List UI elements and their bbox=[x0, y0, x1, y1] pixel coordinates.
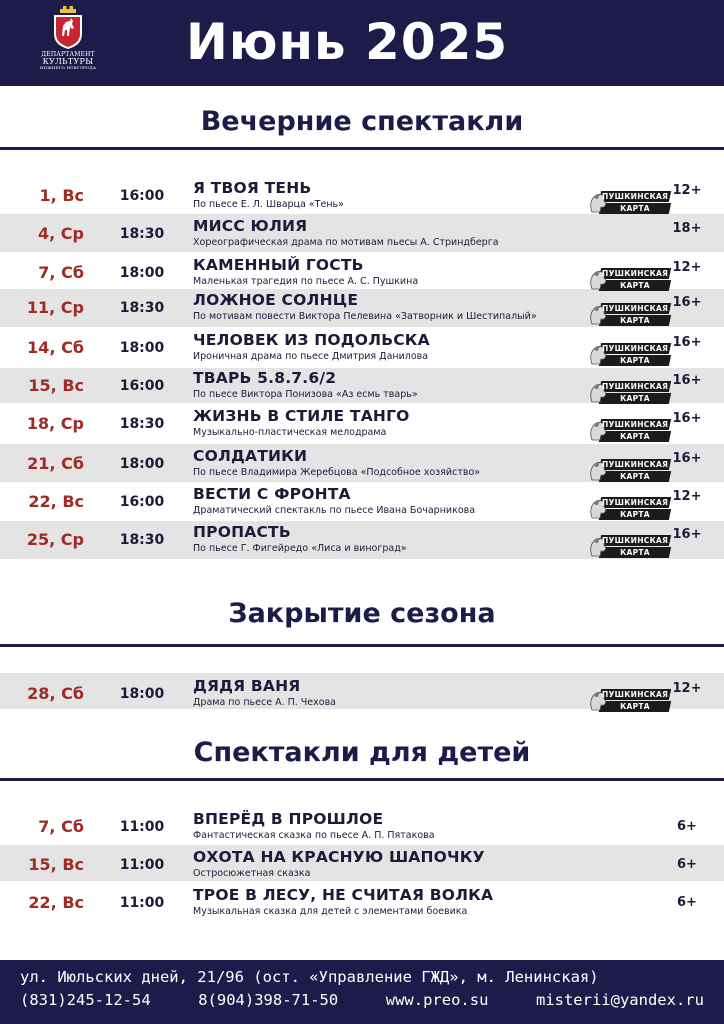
event-date: 1, Вс bbox=[39, 186, 84, 205]
age-rating: 12+ bbox=[672, 260, 702, 275]
age-rating: 16+ bbox=[672, 335, 702, 350]
event-title: ТВАРЬ 5.8.7.6/2 bbox=[193, 369, 337, 387]
pushkin-label-line-2: КАРТА bbox=[620, 510, 650, 519]
event-date: 18, Ср bbox=[26, 414, 84, 433]
pushkin-label-line-1: ПУШКИНСКАЯ bbox=[602, 498, 669, 507]
section-title-closing: Закрытие сезона bbox=[228, 598, 496, 629]
event-date: 25, Ср bbox=[26, 530, 84, 549]
footer-bar bbox=[0, 960, 724, 1024]
pushkin-card-badge bbox=[586, 418, 670, 444]
pushkin-badge-text bbox=[602, 536, 668, 558]
pushkin-label-line-2: КАРТА bbox=[620, 432, 650, 441]
event-description: Драма по пьесе А. П. Чехова bbox=[193, 697, 337, 708]
section-divider bbox=[0, 147, 724, 150]
event-title: ЧЕЛОВЕК ИЗ ПОДОЛЬСКА bbox=[193, 331, 430, 349]
event-title: Я ТВОЯ ТЕНЬ bbox=[193, 179, 312, 197]
header-bar bbox=[0, 0, 724, 86]
event-description: Фантастическая сказка по пьесе А. П. Пятакова bbox=[193, 830, 435, 841]
coat-of-arms-icon bbox=[51, 6, 85, 50]
city-logo bbox=[38, 6, 98, 82]
event-title: ЛОЖНОЕ СОЛНЦЕ bbox=[193, 291, 359, 309]
pushkin-card-badge bbox=[586, 302, 670, 328]
pushkin-badge-text bbox=[602, 690, 668, 712]
pushkin-card-badge bbox=[586, 458, 670, 484]
age-rating: 6+ bbox=[677, 819, 697, 834]
event-title: ВПЕРЁД В ПРОШЛОЕ bbox=[193, 810, 384, 828]
event-title: ДЯДЯ ВАНЯ bbox=[193, 677, 301, 695]
footer-phone-1: (831)245-12-54 bbox=[20, 991, 151, 1009]
event-date: 4, Ср bbox=[38, 224, 84, 243]
age-rating: 16+ bbox=[672, 295, 702, 310]
event-time: 18:00 bbox=[119, 686, 165, 702]
pushkin-label-line-1: ПУШКИНСКАЯ bbox=[602, 192, 669, 201]
age-rating: 16+ bbox=[672, 451, 702, 466]
page-title: Июнь 2025 bbox=[186, 13, 509, 71]
pushkin-card-badge bbox=[586, 688, 670, 714]
pushkin-label-line-1: ПУШКИНСКАЯ bbox=[602, 269, 669, 278]
event-title: ЖИЗНЬ В СТИЛЕ ТАНГО bbox=[193, 407, 410, 425]
pushkin-label-line-2: КАРТА bbox=[620, 204, 650, 213]
event-time: 18:30 bbox=[119, 300, 165, 316]
event-time: 11:00 bbox=[119, 857, 165, 873]
section-divider bbox=[0, 778, 724, 781]
age-rating: 6+ bbox=[677, 895, 697, 910]
pushkin-label-line-1: ПУШКИНСКАЯ bbox=[602, 690, 669, 699]
section-divider bbox=[0, 644, 724, 647]
event-time: 11:00 bbox=[119, 895, 165, 911]
event-title: КАМЕННЫЙ ГОСТЬ bbox=[193, 256, 364, 274]
section-title-children: Спектакли для детей bbox=[193, 737, 531, 768]
event-time: 18:00 bbox=[119, 265, 165, 281]
logo-line-2: КУЛЬТУРЫ bbox=[42, 57, 94, 66]
event-description: По пьесе Владимира Жеребцова «Подсобное хозяйство» bbox=[193, 467, 481, 478]
pushkin-badge-text bbox=[602, 420, 668, 442]
pushkin-label-line-1: ПУШКИНСКАЯ bbox=[602, 382, 669, 391]
age-rating: 18+ bbox=[672, 221, 702, 236]
pushkin-label-line-2: КАРТА bbox=[620, 356, 650, 365]
pushkin-label-line-2: КАРТА bbox=[620, 281, 650, 290]
section-title-evening: Вечерние спектакли bbox=[200, 106, 524, 137]
event-description: По пьесе Виктора Понизова «Аз есмь тварь» bbox=[193, 389, 418, 400]
pushkin-label-line-1: ПУШКИНСКАЯ bbox=[602, 304, 669, 313]
footer-address: ул. Июльских дней, 21/96 (ост. «Управление ГЖД», м. Ленинская) bbox=[20, 968, 599, 986]
event-time: 18:30 bbox=[119, 532, 165, 548]
footer-contacts bbox=[20, 991, 704, 1009]
event-date: 11, Ср bbox=[26, 298, 84, 317]
event-date: 21, Сб bbox=[27, 454, 84, 473]
event-description: Маленькая трагедия по пьесе А. С. Пушкина bbox=[193, 276, 419, 287]
event-title: СОЛДАТИКИ bbox=[193, 447, 308, 465]
pushkin-badge-text bbox=[602, 382, 668, 404]
footer-website[interactable]: www.preo.su bbox=[385, 991, 489, 1009]
logo-line-1: ДЕПАРТАМЕНТ bbox=[41, 51, 95, 58]
event-description: Хореографическая драма по мотивам пьесы А. Стриндберга bbox=[193, 237, 499, 248]
event-time: 16:00 bbox=[119, 494, 165, 510]
event-time: 18:00 bbox=[119, 340, 165, 356]
logo-line-3: НИЖНЕГО НОВГОРОДА bbox=[39, 65, 97, 70]
pushkin-badge-text bbox=[602, 192, 668, 214]
event-description: Ироничная драма по пьесе Дмитрия Данилова bbox=[193, 351, 429, 362]
pushkin-card-badge bbox=[586, 267, 670, 293]
pushkin-label-line-1: ПУШКИНСКАЯ bbox=[602, 460, 669, 469]
pushkin-label-line-2: КАРТА bbox=[620, 472, 650, 481]
event-title: ПРОПАСТЬ bbox=[193, 523, 291, 541]
event-time: 18:00 bbox=[119, 456, 165, 472]
event-date: 15, Вс bbox=[28, 376, 84, 395]
pushkin-label-line-2: КАРТА bbox=[620, 548, 650, 557]
event-description: Музыкально-пластическая мелодрама bbox=[193, 427, 387, 438]
pushkin-badge-text bbox=[602, 460, 668, 482]
age-rating: 16+ bbox=[672, 373, 702, 388]
pushkin-badge-text bbox=[602, 269, 668, 291]
age-rating: 16+ bbox=[672, 527, 702, 542]
pushkin-card-badge bbox=[586, 496, 670, 522]
event-date: 28, Сб bbox=[27, 684, 84, 703]
event-description: Драматический спектакль по пьесе Ивана Бочарникова bbox=[193, 505, 476, 516]
pushkin-label-line-2: КАРТА bbox=[620, 702, 650, 711]
age-rating: 12+ bbox=[672, 489, 702, 504]
event-description: По мотивам повести Виктора Пелевина «Затворник и Шестипалый» bbox=[193, 311, 537, 322]
age-rating: 6+ bbox=[677, 857, 697, 872]
event-title: МИСС ЮЛИЯ bbox=[193, 217, 308, 235]
event-description: Музыкальная сказка для детей с элементами боевика bbox=[193, 906, 468, 917]
event-date: 14, Сб bbox=[27, 338, 84, 357]
event-title: ОХОТА НА КРАСНУЮ ШАПОЧКУ bbox=[193, 848, 485, 866]
pushkin-label-line-1: ПУШКИНСКАЯ bbox=[602, 420, 669, 429]
pushkin-label-line-1: ПУШКИНСКАЯ bbox=[602, 344, 669, 353]
footer-phone-2: 8(904)398-71-50 bbox=[198, 991, 339, 1009]
event-date: 22, Вс bbox=[28, 893, 84, 912]
event-time: 18:30 bbox=[119, 416, 165, 432]
pushkin-label-line-2: КАРТА bbox=[620, 316, 650, 325]
event-date: 7, Сб bbox=[38, 817, 84, 836]
event-time: 16:00 bbox=[119, 378, 165, 394]
event-description: По пьесе Г. Фигейредо «Лиса и виноград» bbox=[193, 543, 407, 554]
pushkin-card-badge bbox=[586, 380, 670, 406]
pushkin-card-badge bbox=[586, 190, 670, 216]
age-rating: 16+ bbox=[672, 411, 702, 426]
event-time: 11:00 bbox=[119, 819, 165, 835]
pushkin-label-line-1: ПУШКИНСКАЯ bbox=[602, 536, 669, 545]
pushkin-card-badge bbox=[586, 534, 670, 560]
event-title: ВЕСТИ С ФРОНТА bbox=[193, 485, 351, 503]
pushkin-label-line-2: КАРТА bbox=[620, 394, 650, 403]
event-time: 16:00 bbox=[119, 188, 165, 204]
pushkin-badge-text bbox=[602, 498, 668, 520]
pushkin-badge-text bbox=[602, 304, 668, 326]
footer-email[interactable]: misterii@yandex.ru bbox=[535, 991, 704, 1009]
age-rating: 12+ bbox=[672, 681, 702, 696]
event-time: 18:30 bbox=[119, 226, 165, 242]
event-description: По пьесе Е. Л. Шварца «Тень» bbox=[193, 199, 344, 210]
event-date: 7, Сб bbox=[38, 263, 84, 282]
event-title: ТРОЕ В ЛЕСУ, НЕ СЧИТАЯ ВОЛКА bbox=[193, 886, 494, 904]
event-date: 15, Вс bbox=[28, 855, 84, 874]
pushkin-badge-text bbox=[602, 344, 668, 366]
age-rating: 12+ bbox=[672, 183, 702, 198]
event-description: Остросюжетная сказка bbox=[193, 868, 311, 879]
event-date: 22, Вс bbox=[28, 492, 84, 511]
pushkin-card-badge bbox=[586, 342, 670, 368]
